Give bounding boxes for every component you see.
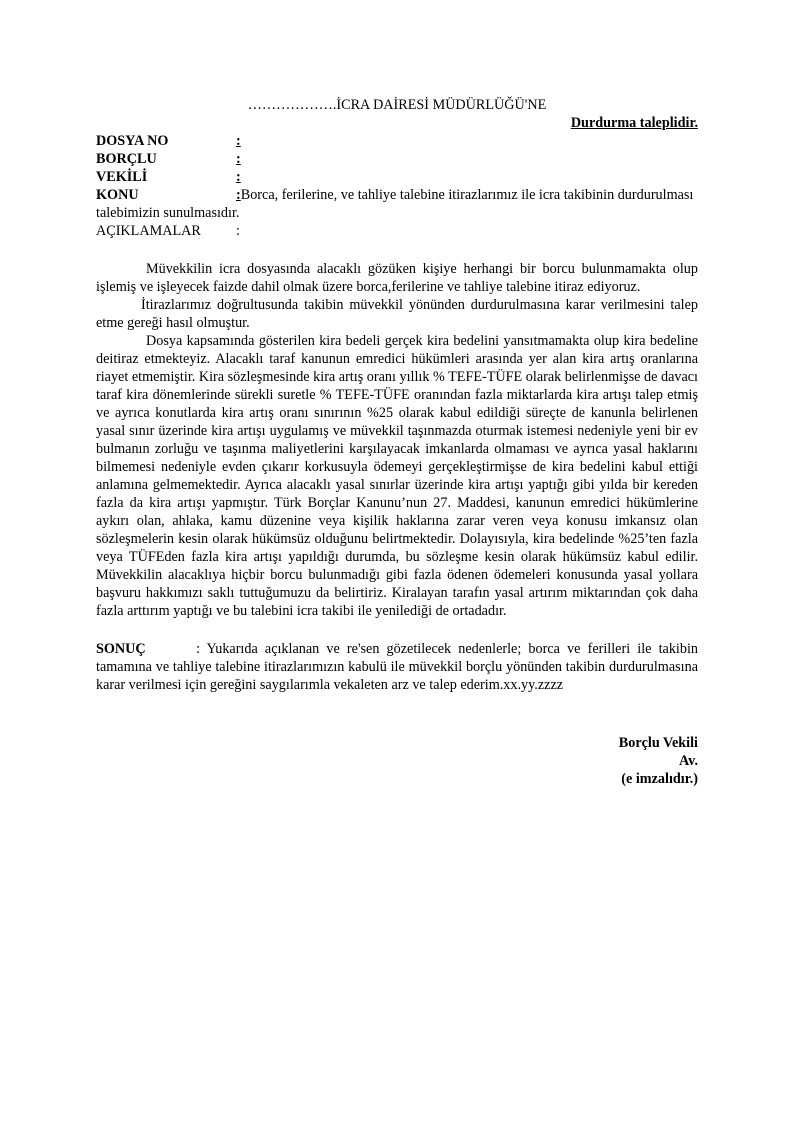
field-vekili [96, 168, 698, 186]
field-konu [96, 186, 698, 222]
field-borclu [96, 150, 698, 168]
sonuc-label: SONUÇ [96, 641, 146, 657]
field-label: KONU [96, 187, 139, 203]
sonuc-section [96, 640, 698, 694]
sonuc-text: : Yukarıda açıklanan ve re'sen gözetilecek nedenlerle; borca ve ferilleri ile takibin tamamına ve tahliye talebine itirazlarımızın kabulü ile müvekkil borçlu yönünden takibin durdurulmasına karar verilmesi için gereğini saygılarımla vekaleten arz ve talep ederim.xx.yy.zzzz [96, 641, 698, 693]
konu-text: Borca, ferilerine, ve tahliye talebine itirazlarımız ile icra takibinin durdurulması talebimizin sunulmasıdır. [96, 187, 694, 221]
field-colon: : [236, 223, 240, 239]
body-paragraph-2: İtirazlarımız doğrultusunda takibin müvekkil yönünden durdurulmasına karar verilmesini talep etme gereği hasıl olmuştur. [96, 297, 698, 331]
document-title: ……………….İCRA DAİRESİ MÜDÜRLÜĞÜ'NE [247, 97, 547, 113]
field-label: AÇIKLAMALAR [96, 223, 201, 239]
field-label: BORÇLU [96, 151, 157, 167]
field-label: DOSYA NO [96, 133, 169, 149]
body-paragraph-1: Müvekkilin icra dosyasında alacaklı gözüken kişiye herhangi bir borcu bulunmamakta olup işlemiş ve işleyecek faizde dahil olmak üzere borca,ferilerine ve tahliye talebine itiraz ediyoruz. [96, 261, 698, 295]
body-paragraph-3: Dosya kapsamında gösterilen kira bedeli gerçek kira bedelini yansıtmamakta olup kira bedeline deitiraz etmekteyiz. Alacaklı taraf kanunun emredici hükümleri arasında yer alan kira artış oranlarına riayet etmemiştir. Kira sözleşmesinde kira artış oranı yıllık % TEFE-TÜFE olarak belirlenmişse de davacı taraf kira dönemlerinde sürekli suretle % TEFE-TÜFE oranından fazla miktarlarda kira artışı talep etmiş ve ayrıca konutlarda kira artış oranı sınırının %25 olarak kabul edildiği süreçte de kanunla belirlenen yasal sınır üzerinde kira artışı uygulamış ve müvekkil taşınmazda oturmak istemesi nedeniyle yeni bir ev bulmanın zorluğu ve taşınma maliyetlerini karşılayacak imkanlarda olmaması ve ayrıca yasal haklarını bilmemesi nedeniyle evden çıkarır korkusuyla ödemeyi gerçekleştirmişse de kira bedelini kabul ettiği anlamına gelmemektedir. Ayrıca alacaklı yasal sınırlar üzerinde kira artışı yaptığı gibi yılda bir kereden fazla da kira artışı yapmıştır. Türk Borçlar Kanunu’nun 27. Maddesi, kanunun emredici hükümlerine aykırı olan, ahlaka, kamu düzenine veya kişilik haklarına zarar veren veya konusu imkansız olan sözleşmelerin kesin olarak hükümsüz olduğunu belirtmektedir. Dolayısıyla, kira bedelinde %25’ten fazla veya TÜFEden fazla kira artışı yapıldığı durumda, bu sözleşme kesin olarak hükümsüz kabul edilir. Müvekkilin alacaklıya hiçbir borcu bulunmadığı gibi fazla ödenen ödemeleri konusunda yasal yollara başvuru hakkımızı saklı tuttuğumuzu da belirtiriz. Kiralayan tarafın yasal artırım miktarından çok daha fazla arttırım yaptığı ve bu talebini icra takibi ile yenilediği de ortadadır. [96, 333, 698, 619]
petition-document [96, 96, 698, 788]
signature-block [96, 734, 698, 788]
signature-note: (e imzalıdır.) [621, 771, 698, 787]
field-dosya-no [96, 132, 698, 150]
field-label: VEKİLİ [96, 169, 148, 185]
aciklamalar-heading [96, 222, 698, 240]
field-colon: : [236, 187, 241, 203]
field-colon: : [236, 169, 241, 185]
field-colon: : [236, 133, 241, 149]
urgency-note: Durdurma taleplidir. [570, 115, 698, 131]
signature-title: Borçlu Vekili [618, 735, 698, 751]
field-colon: : [236, 151, 241, 167]
signature-av: Av. [678, 753, 698, 769]
